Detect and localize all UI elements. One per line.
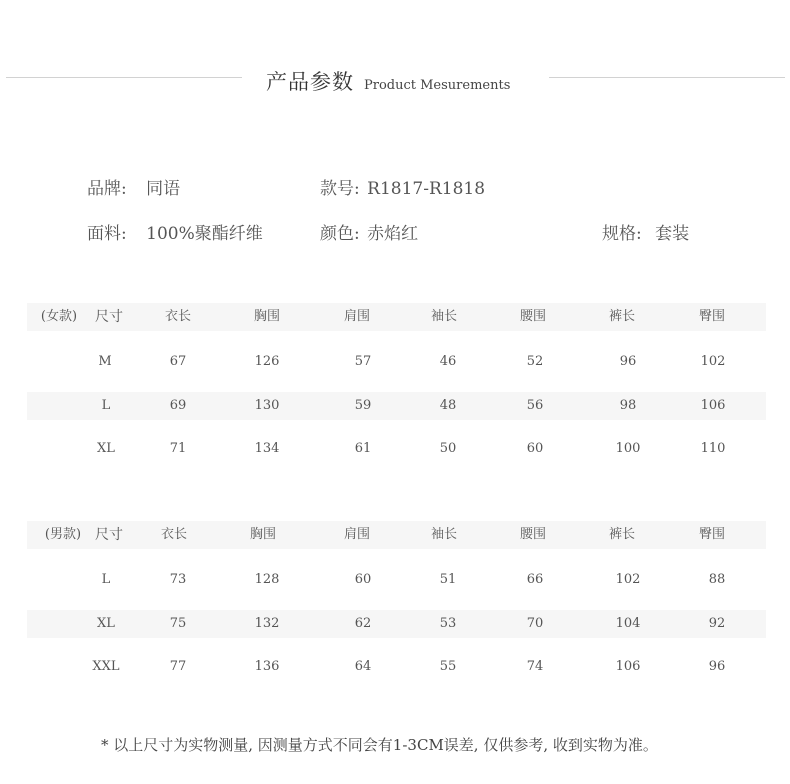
value-cell: 134: [254, 441, 280, 456]
table-row: [27, 348, 766, 376]
table-row: [27, 435, 766, 463]
value-cell: 77: [169, 659, 187, 674]
column-header: 臀围: [698, 527, 726, 542]
value-cell: 70: [526, 616, 544, 631]
value-cell: 100: [615, 441, 641, 456]
value-cell: 75: [169, 616, 187, 631]
value-cell: 56: [526, 398, 544, 413]
value-cell: 55: [439, 659, 457, 674]
value-cell: 102: [700, 354, 726, 369]
value-cell: 51: [439, 572, 457, 587]
value-cell: 60: [526, 441, 544, 456]
value-cell: 46: [439, 354, 457, 369]
value-cell: 64: [354, 659, 372, 674]
column-header: 衣长: [164, 309, 192, 324]
column-header: 肩围: [343, 309, 371, 324]
table-row: [27, 653, 766, 681]
value-cell: 73: [169, 572, 187, 587]
value-cell: 59: [354, 398, 372, 413]
column-header: 腰围: [519, 527, 547, 542]
table-header-row: [27, 303, 766, 331]
table-header-row: [27, 521, 766, 549]
column-header: 袖长: [430, 309, 458, 324]
color-spec: [320, 219, 418, 244]
value-cell: 52: [526, 354, 544, 369]
value-cell: 53: [439, 616, 457, 631]
column-header: 衣长: [160, 527, 188, 542]
brand-spec: [87, 174, 180, 199]
value-cell: 98: [619, 398, 637, 413]
model-spec: [320, 174, 485, 199]
size-cell: XL: [97, 616, 115, 631]
fabric-spec: [87, 219, 263, 244]
spec-label: 规格:: [602, 224, 642, 244]
value-cell: 92: [708, 616, 726, 631]
value-cell: 106: [615, 659, 641, 674]
fabric-label: 面料:: [87, 224, 127, 244]
value-cell: 69: [169, 398, 187, 413]
measurement-footnote: * 以上尺寸为实物测量, 因测量方式不同会有1-3CM误差, 仅供参考, 收到实物为准。: [101, 736, 658, 754]
value-cell: 130: [254, 398, 280, 413]
value-cell: 57: [354, 354, 372, 369]
fabric-value: 100%聚酯纤维: [146, 224, 263, 244]
size-cell: L: [101, 572, 111, 587]
page-title-en: Product Mesurements: [364, 78, 511, 93]
value-cell: 136: [254, 659, 280, 674]
value-cell: 71: [169, 441, 187, 456]
value-cell: 48: [439, 398, 457, 413]
value-cell: 110: [700, 441, 726, 456]
value-cell: 74: [526, 659, 544, 674]
table-row: [27, 610, 766, 638]
size-cell: XL: [97, 441, 115, 456]
column-header: 裤长: [608, 309, 636, 324]
value-cell: 88: [708, 572, 726, 587]
group-label: (女款): [40, 309, 78, 324]
color-label: 颜色:: [320, 224, 360, 244]
table-row: [27, 566, 766, 594]
value-cell: 132: [254, 616, 280, 631]
value-cell: 50: [439, 441, 457, 456]
value-cell: 102: [615, 572, 641, 587]
size-cell: L: [101, 398, 111, 413]
column-header: 袖长: [430, 527, 458, 542]
spec-spec: [602, 219, 689, 244]
column-header: 肩围: [343, 527, 371, 542]
size-cell: M: [98, 354, 112, 369]
value-cell: 104: [615, 616, 641, 631]
size-header: 尺寸: [95, 309, 123, 325]
value-cell: 61: [354, 441, 372, 456]
column-header: 裤长: [608, 527, 636, 542]
column-header: 胸围: [253, 309, 281, 324]
model-value: R1817-R1818: [367, 179, 486, 199]
header-left-rule: [6, 77, 242, 78]
value-cell: 128: [254, 572, 280, 587]
value-cell: 66: [526, 572, 544, 587]
value-cell: 106: [700, 398, 726, 413]
color-value: 赤焰红: [367, 224, 419, 244]
value-cell: 96: [619, 354, 637, 369]
value-cell: 60: [354, 572, 372, 587]
column-header: 臀围: [698, 309, 726, 324]
group-label: (男款): [44, 527, 82, 542]
page-title-cn: 产品参数: [266, 70, 354, 94]
model-label: 款号:: [320, 179, 360, 199]
column-header: 腰围: [519, 309, 547, 324]
value-cell: 96: [708, 659, 726, 674]
column-header: 胸围: [249, 527, 277, 542]
value-cell: 126: [254, 354, 280, 369]
header-right-rule: [549, 77, 785, 78]
value-cell: 67: [169, 354, 187, 369]
table-row: [27, 392, 766, 420]
brand-value: 同语: [146, 179, 181, 199]
value-cell: 62: [354, 616, 372, 631]
spec-value: 套装: [655, 224, 690, 244]
size-cell: XXL: [92, 659, 120, 674]
brand-label: 品牌:: [87, 179, 127, 199]
page-title: [266, 66, 510, 96]
size-header: 尺寸: [95, 527, 123, 543]
